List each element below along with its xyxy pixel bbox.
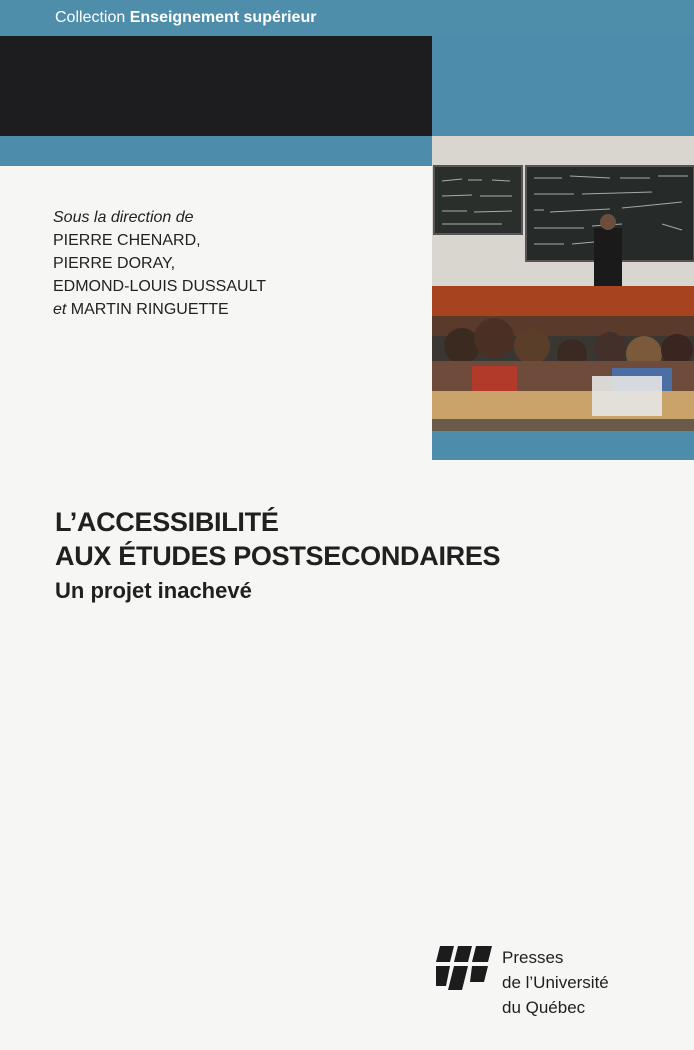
- puq-logo-icon: [436, 946, 492, 990]
- editor-name-last: [53, 298, 266, 321]
- photo-bottom-band: [432, 431, 694, 460]
- publisher-line: de l’Université: [502, 973, 609, 992]
- book-subtitle: Un projet inachevé: [55, 578, 252, 603]
- editor-name: PIERRE CHENARD,: [53, 232, 201, 249]
- title-line-2: AUX ÉTUDES POSTSECONDAIRES: [55, 541, 501, 571]
- dark-band: [0, 36, 432, 136]
- left-blue-band: [0, 136, 432, 166]
- lecture-hall-photo: [432, 136, 694, 431]
- direction-intro: Sous la direction de: [53, 209, 194, 226]
- collection-name: Enseignement supérieur: [129, 9, 317, 26]
- editor-name: PIERRE DORAY,: [53, 255, 176, 272]
- editors-block: [53, 206, 266, 321]
- collection-prefix: Collection: [55, 9, 126, 26]
- book-title: [55, 505, 500, 607]
- right-blue-band: [432, 36, 694, 136]
- editor-name: MARTIN RINGUETTE: [70, 301, 229, 318]
- publisher-line: du Québec: [502, 998, 586, 1017]
- title-line-1: L’ACCESSIBILITÉ: [55, 507, 279, 537]
- editor-conjunction: et: [53, 301, 67, 318]
- editor-name: EDMOND-LOUIS DUSSAULT: [53, 278, 267, 295]
- lecture-hall-illustration: [432, 136, 694, 431]
- publisher-line: Presses: [502, 948, 564, 967]
- publisher-name: [502, 945, 609, 1020]
- collection-label: [55, 9, 316, 27]
